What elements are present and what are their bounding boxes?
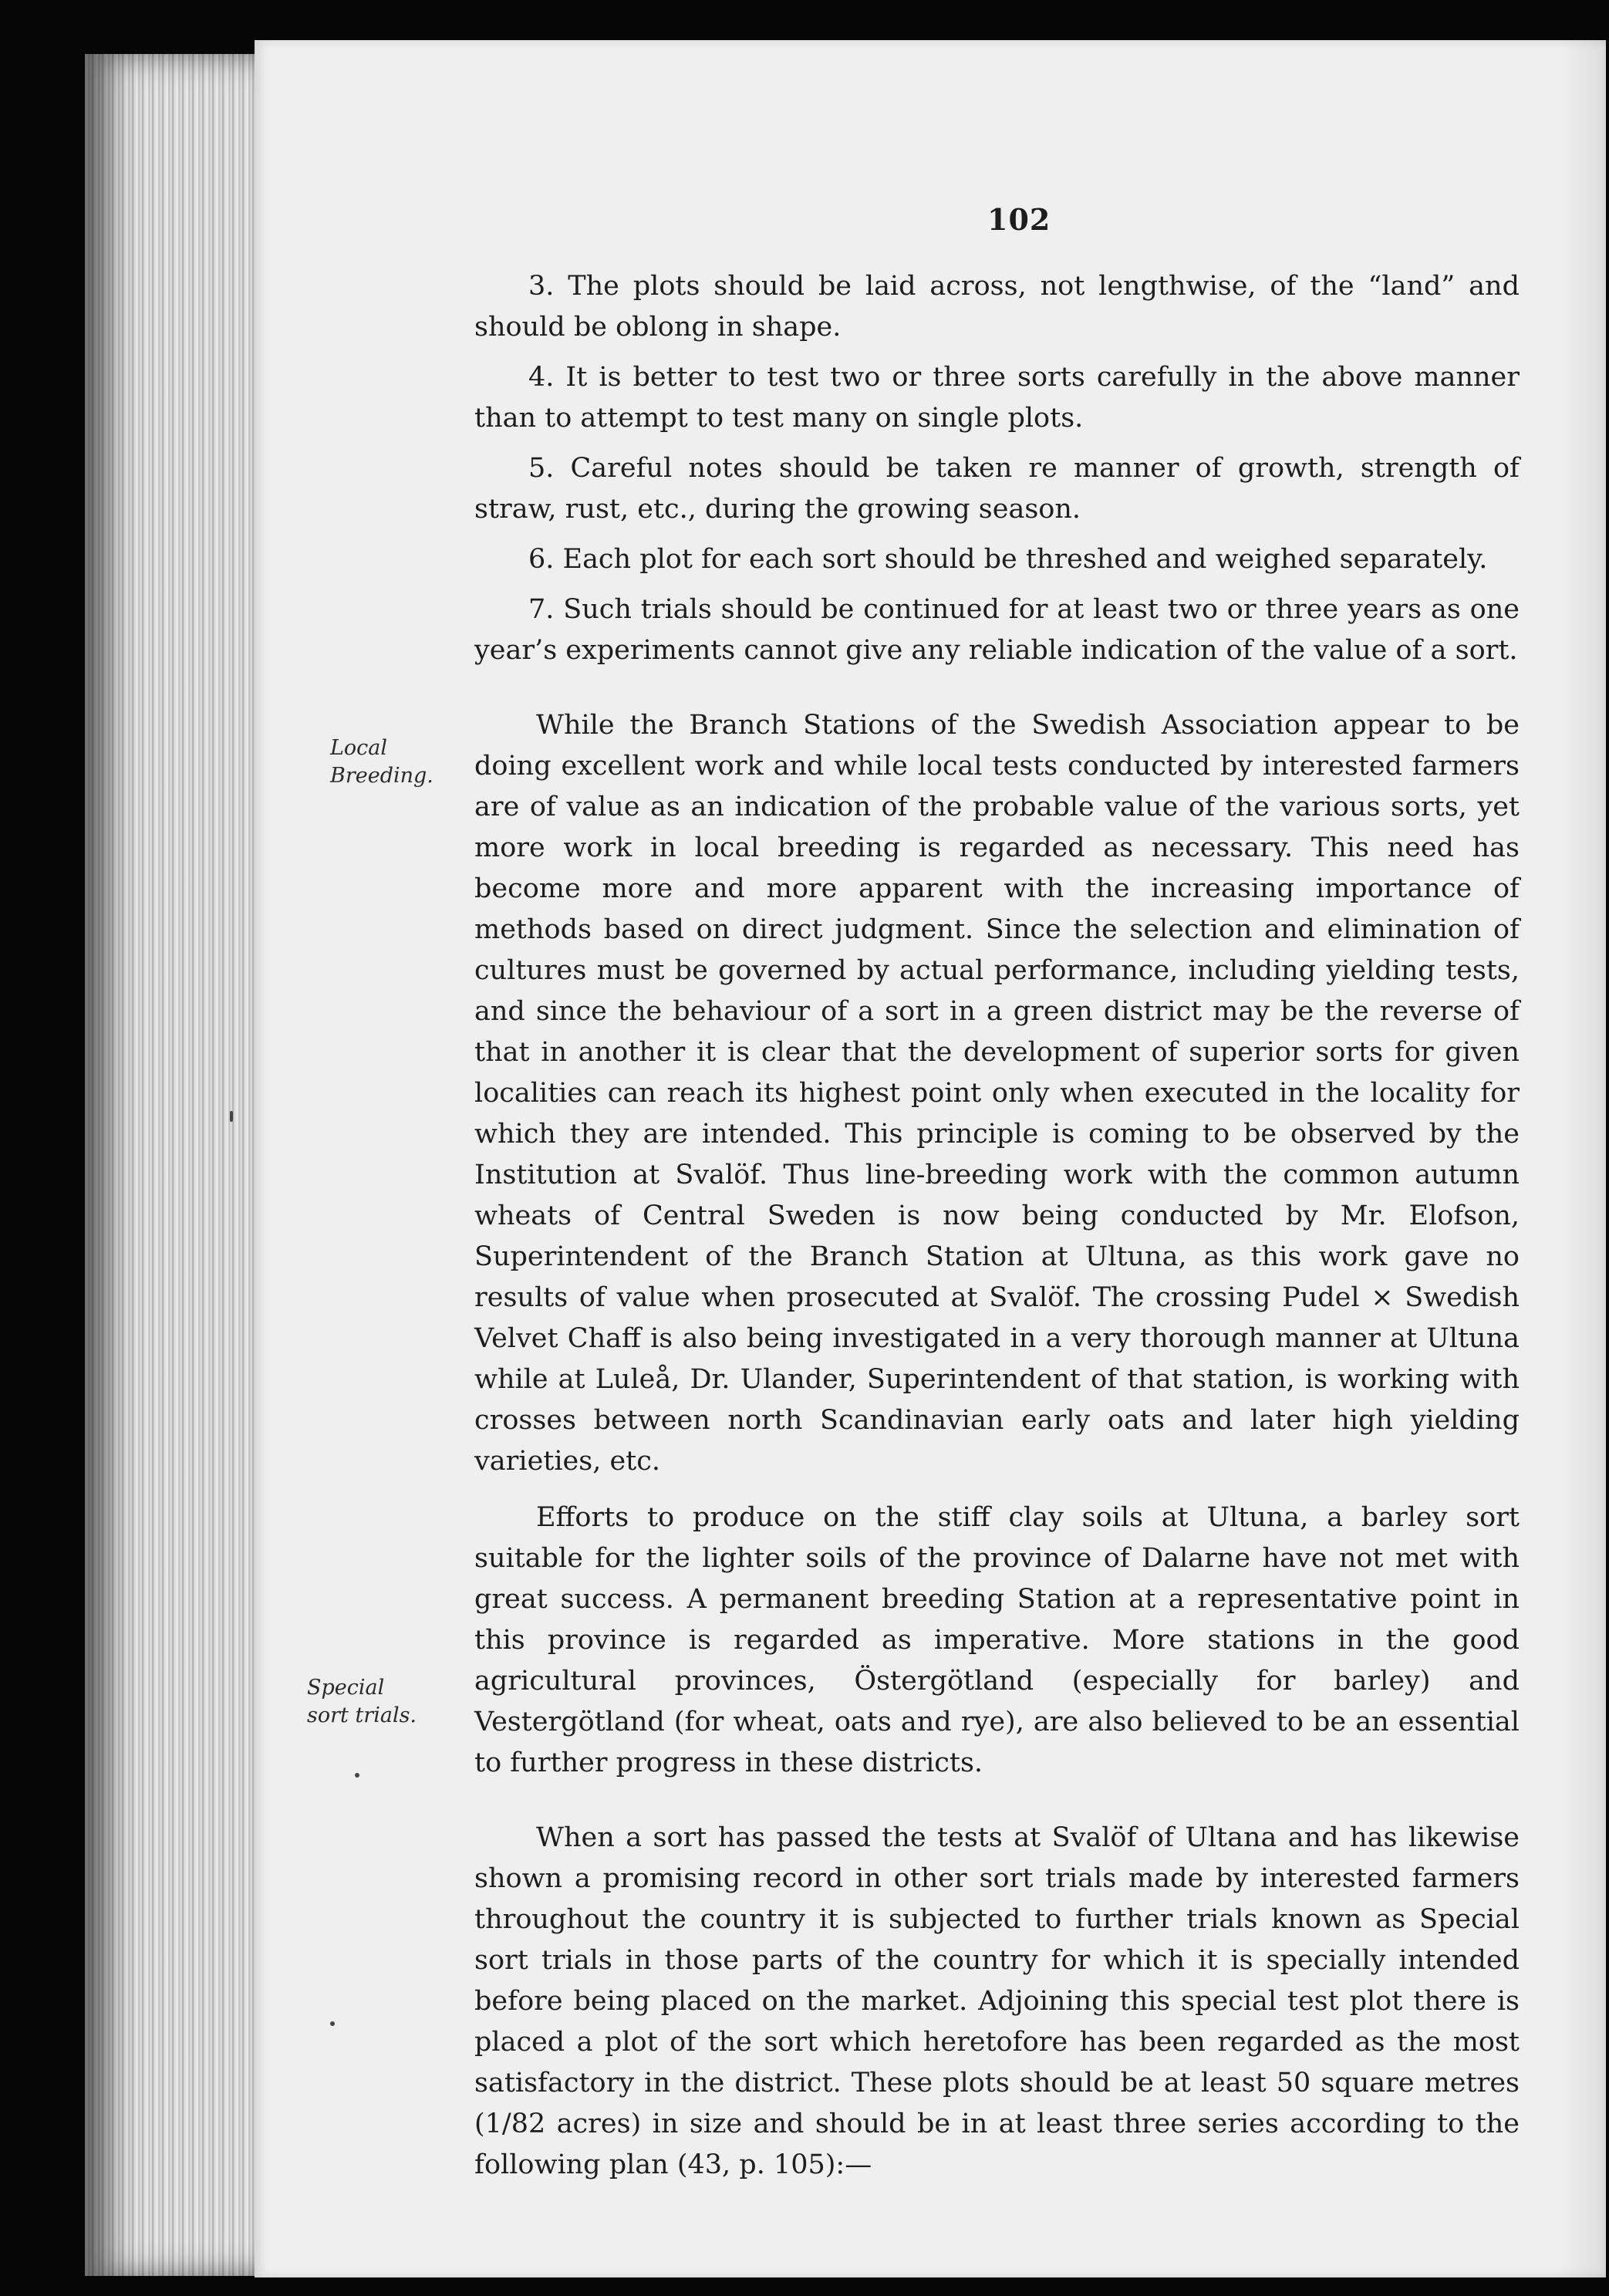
list-item: 3. The plots should be laid across, not lengthwise, of the “land” and should be oblong in shape. [474,271,1520,343]
page-shading [1560,40,1606,2277]
list-item: 7. Such trials should be continued for at least two or three years as one year’s experiments cannot give any reliable indication of the value of a sort. [474,594,1520,666]
scan-speck [230,1111,233,1122]
paragraph-breeding-stations: Efforts to produce on the stiff clay soils at Ultuna, a barley sort suitable for the lighter soils of the province of Dalarne have not met with great success. A permanent breeding Station at a representative point in this province is regarded as imperative. More stations in the good agricultural provinces, Östergötland (especially for barley) and Vestergötland (for wheat, oats and rye), are also believed to be an essential to further progress in these districts. [474,1502,1520,1778]
margin-note-special-sort-trials: Special sort trials. [307,1676,417,1727]
scan-speck [330,2021,335,2026]
paragraph-local-breeding: While the Branch Stations of the Swedish Association appear to be doing excellent work and while local tests conducted by interested farmers are of value as an indication of the probable value of the various sorts, yet more work in local breeding is regarded as necessary. This need has become more and more apparent with the increasing importance of methods based on direct judgment. Since the selection and elimination of cultures must be governed by actual performance, including yielding tests, and since the behaviour of a sort in a green district may be the reverse of that in another it is clear that the development of superior sorts for given localities can reach its highest point only when executed in the locality for which they are intended. This principle is coming to be observed by the Institution at Svalöf. Thus line-breeding work with the common autumn wheats of Central Sweden is now being conducted by Mr. Elofson, Superintendent of the Branch Station at Ultuna, as this work gave no results of value when prosecuted at Svalöf. The crossing Pudel × Swedish Velvet Chaff is also being investigated in a very thorough manner at Ultuna while at Luleå, Dr. Ulander, Superintendent of that station, is working with crosses between north Scandinavian early oats and later high yielding varieties, etc. [474,710,1520,1477]
page-body [474,266,1520,2186]
list-item: 4. It is better to test two or three sorts carefully in the above manner than to attempt to test many on single plots. [474,362,1520,434]
page-number: 102 [987,202,1051,237]
margin-note-local-breeding: Local Breeding. [330,736,433,788]
list-item: 5. Careful notes should be taken re manner of growth, strength of straw, rust, etc., during the growing season. [474,453,1520,525]
paragraph-special-sort-trials: When a sort has passed the tests at Svalöf of Ultana and has likewise shown a promising record in other sort trials made by interested farmers throughout the country it is subjected to further trials known as Special sort trials in those parts of the country for which it is specially intended before being placed on the market. Adjoining this special test plot there is placed a plot of the sort which heretofore has been regarded as the most satisfactory in the district. These plots should be at least 50 square metres (1/82 acres) in size and should be in at least three series according to the following plan (43, p. 105):— [474,1822,1520,2180]
book-page-edges [85,54,262,2276]
list-item: 6. Each plot for each sort should be threshed and weighed separately. [528,544,1488,575]
scan-speck [355,1773,359,1778]
